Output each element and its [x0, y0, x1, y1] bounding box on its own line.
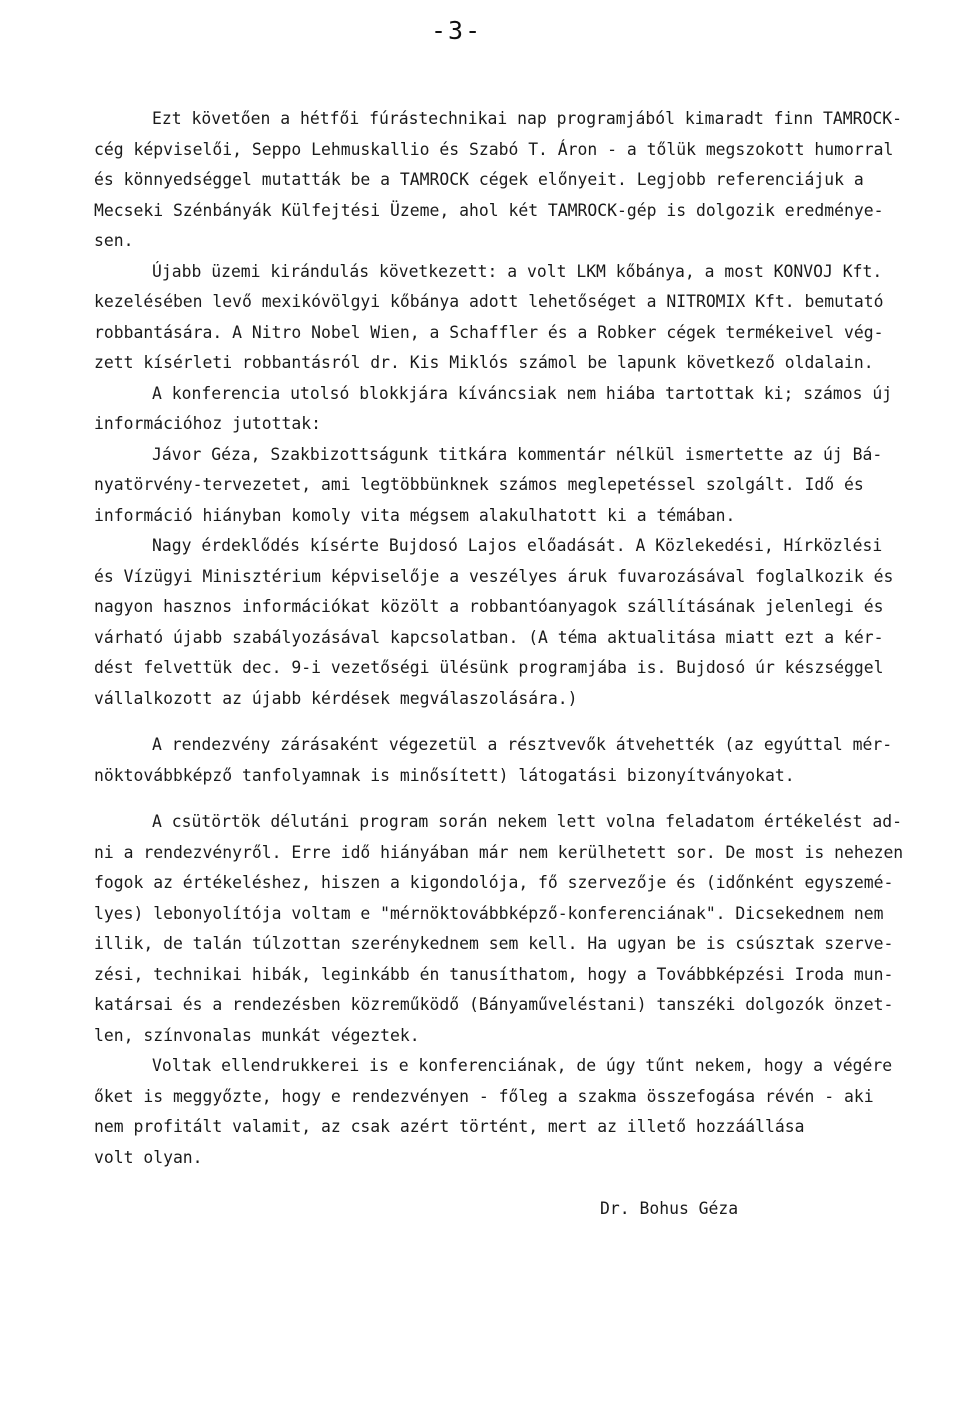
text-line: őket is meggyőzte, hogy e rendezvényen - főleg a szakma összefogása révén - aki	[94, 1086, 874, 1106]
text-line: ni a rendezvényről. Erre idő hiányában már nem kerülhetett sor. De most is nehezen	[94, 842, 904, 862]
text-line: lyes) lebonyolítója voltam e "mérnöktovábbképző-konferenciának". Dicsekednem nem	[94, 903, 884, 923]
text-line: illik, de talán túlzottan szerénykednem sem kell. Ha ugyan be is csúsztak szerve-	[94, 934, 894, 953]
text-line: és Vízügyi Minisztérium képviselője a veszélyes áruk fuvarozásával foglalkozik és	[94, 566, 894, 586]
text-line: katársai és a rendezésben közreműködő (Bányaműveléstani) tanszéki dolgozók önzet-	[94, 995, 894, 1014]
paragraph	[94, 257, 906, 379]
text-line: várható újabb szabályozásával kapcsolatban. (A téma aktualitása miatt ezt a kér-	[94, 627, 884, 647]
text-line: nyatörvény-tervezetet, ami legtöbbünknek számos meglepetéssel szolgált. Idő és	[94, 475, 864, 494]
text-line: len, színvonalas munkát végeztek.	[94, 1025, 420, 1045]
paragraph	[94, 807, 906, 1051]
paragraph-spacer	[94, 714, 906, 730]
paragraph	[94, 531, 906, 714]
text-line: nagyon hasznos információkat közölt a robbantóanyagok szállításának jelenlegi és	[94, 597, 884, 616]
text-line: zési, technikai hibák, leginkább én tanusíthatom, hogy a Továbbképzési Iroda mun-	[94, 964, 894, 984]
author-signature: Dr. Bohus Géza	[600, 1199, 739, 1218]
text-line: volt olyan.	[94, 1147, 203, 1167]
page-number: -3-	[431, 16, 483, 45]
text-line: információhoz jutottak:	[94, 414, 321, 433]
text-line: nem profitált valamit, az csak azért történt, mert az illető hozzáállása	[94, 1117, 805, 1136]
text-line: kezelésében levő mexikóvölgyi kőbánya adott lehetőséget a NITROMIX Kft. bemutató	[94, 292, 884, 311]
text-line: A rendezvény zárásaként végezetül a résztvevők átvehették (az egyúttal mér-	[152, 735, 893, 754]
text-line: zett kísérleti robbantásról dr. Kis Miklós számol be lapunk következő oldalain.	[94, 353, 874, 372]
text-line: Mecseki Szénbányák Külfejtési Üzeme, ahol két TAMROCK-gép is dolgozik eredménye-	[94, 200, 884, 220]
text-line: Újabb üzemi kirándulás következett: a volt LKM kőbánya, a most KONVOJ Kft.	[152, 261, 883, 281]
article-body	[94, 104, 906, 1173]
text-line: cég képviselői, Seppo Lehmuskallio és Szabó T. Áron - a tőlük megszokott humorral	[94, 139, 894, 159]
paragraph	[94, 379, 906, 440]
text-line: A konferencia utolsó blokkjára kíváncsiak nem hiába tartottak ki; számos új	[152, 383, 893, 403]
paragraph-spacer	[94, 791, 906, 807]
text-line: Jávor Géza, Szakbizottságunk titkára kommentár nélkül ismertette az új Bá-	[152, 444, 883, 464]
paragraph	[94, 104, 906, 257]
text-line: dést felvettük dec. 9-i vezetőségi ülésünk programjába is. Bujdosó úr készséggel	[94, 658, 884, 677]
text-line: fogok az értékeléshez, hiszen a kigondolója, fő szervezője és (időnként egyszemé-	[94, 873, 894, 892]
text-line: robbantására. A Nitro Nobel Wien, a Schaffler és a Robker cégek termékeivel vég-	[94, 322, 884, 342]
paragraph	[94, 730, 906, 791]
text-line: és könnyedséggel mutatták be a TAMROCK cégek előnyeit. Legjobb referenciájuk a	[94, 170, 864, 189]
text-line: Voltak ellendrukkerei is e konferenciának, de úgy tűnt nekem, hogy a végére	[152, 1056, 893, 1075]
paragraph	[94, 1051, 906, 1173]
text-line: nöktovábbképző tanfolyamnak is minősített) látogatási bizonyítványokat.	[94, 765, 795, 785]
text-line: A csütörtök délutáni program során nekem lett volna feladatom értékelést ad-	[152, 812, 902, 831]
text-line: információ hiányban komoly vita mégsem alakulhatott ki a témában.	[94, 505, 736, 525]
text-line: Nagy érdeklődés kísérte Bujdosó Lajos előadását. A Közlekedési, Hírközlési	[152, 536, 883, 555]
text-line: Ezt követően a hétfői fúrástechnikai nap programjából kimaradt finn TAMROCK-	[152, 109, 902, 128]
paragraph	[94, 440, 906, 532]
text-line: vállalkozott az újabb kérdések megválaszolására.)	[94, 688, 578, 708]
text-line: sen.	[94, 231, 134, 250]
